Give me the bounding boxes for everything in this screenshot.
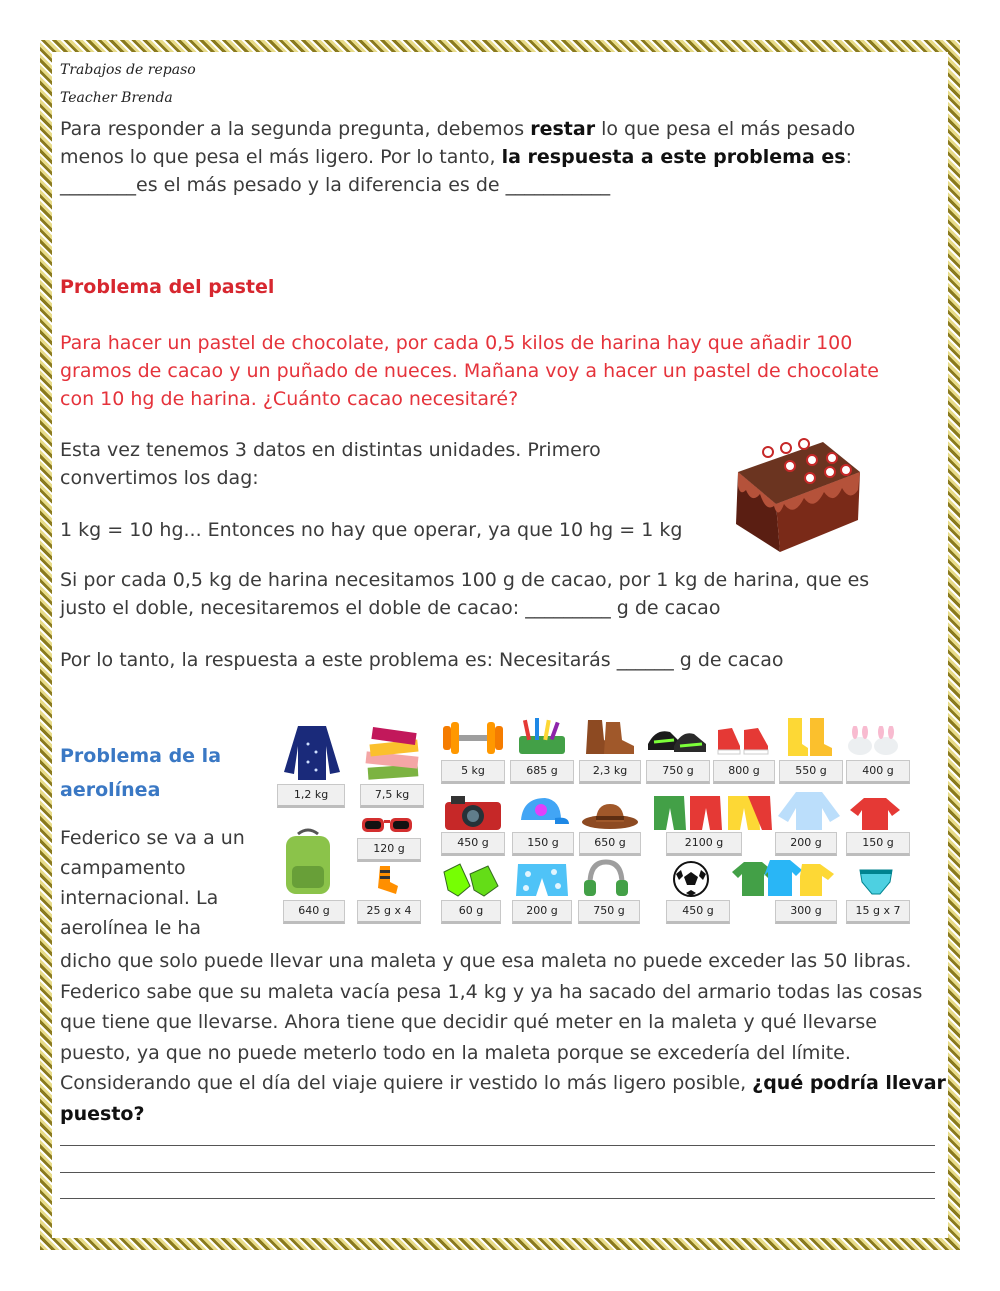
pencil-case-weight-label: 685 g: [510, 760, 574, 784]
airline-body-text: dicho que solo puede llevar una maleta y que esa maleta no puede exceder las 50 libras. Federico sabe que su maleta vacía pesa 1,4 kg y ya ha sacado del armario todas las cosas que tiene que llevarse. Ahora tiene que decidir qué meter en la maleta y qué llevarse puesto, ya que no puede meterlo todo en la maleta porque se excedería del límite. Considerando que el día del viaje quiere ir vestido lo más ligero posible, ¿qué podría llevar puesto?: [60, 950, 946, 1125]
bunny-slippers-weight-label: 400 g: [846, 760, 910, 784]
cake-paragraph-3: Si por cada 0,5 kg de harina necesitamos 100 g de cacao, por 1 kg de harina, que es justo el doble, necesitaremos el doble de cacao: _________ g de cacao: [60, 569, 870, 619]
shirt-icon: [776, 790, 842, 832]
cake-problem-title: Problema del pastel: [60, 276, 275, 298]
cowboy-hat-icon: [580, 800, 640, 830]
header-line-1: Trabajos de repaso: [60, 62, 196, 78]
cake-paragraph-4: Por lo tanto, la respuesta a este problema es: Necesitarás ______ g de cacao: [60, 649, 784, 671]
cowboy-hat-weight-label: 650 g: [579, 832, 641, 856]
soccer-cleats-weight-label: 750 g: [646, 760, 710, 784]
boots-icon: [582, 716, 638, 758]
headphones-weight-label: 750 g: [578, 900, 640, 924]
gloves-icon: [440, 860, 502, 900]
pencil-case-icon: [513, 718, 571, 758]
backpack-icon: [280, 826, 336, 896]
answer-line-3: [60, 1198, 935, 1199]
coat-weight-label: 1,2 kg: [277, 784, 345, 808]
bunny-slippers-icon: [846, 726, 900, 756]
t-shirt-weight-label: 150 g: [846, 832, 910, 856]
dumbbell-icon: [441, 718, 505, 758]
sneakers-weight-label: 800 g: [713, 760, 775, 784]
books-icon: [362, 726, 424, 782]
underwear-weight-label: 15 g x 7: [846, 900, 910, 924]
soccer-ball-weight-label: 450 g: [666, 900, 730, 924]
cake-paragraph-2: 1 kg = 10 hg... Entonces no hay que operar, ya que 10 hg = 1 kg: [60, 519, 683, 541]
soccer-ball-icon: [672, 860, 710, 898]
underwear-icon: [856, 866, 896, 898]
cake-paragraph-1: Esta vez tenemos 3 datos en distintas unidades. Primero convertimos los dag:: [60, 439, 601, 489]
backpack-weight-label: 640 g: [283, 900, 345, 924]
socks-weight-label: 25 g x 4: [357, 900, 421, 924]
coat-icon: [280, 722, 344, 782]
pants-icon: [650, 794, 774, 832]
airline-problem-title: Problema de la aerolínea: [60, 745, 222, 801]
cap-icon: [515, 796, 571, 830]
answer-line-2: [60, 1172, 935, 1173]
camera-icon: [441, 794, 505, 832]
sneakers-icon: [714, 718, 772, 758]
airline-intro-text: Federico se va a un campamento internacional. La aerolínea le ha: [60, 827, 245, 939]
rain-boots-weight-label: 550 g: [779, 760, 843, 784]
cake-problem-question: Para hacer un pastel de chocolate, por cada 0,5 kilos de harina hay que añadir 100 gramos de cacao y un puñado de nueces. Mañana voy a hacer un pastel de chocolate con 10 hg de harina. ¿Cuánto cacao necesitaré?: [60, 332, 879, 410]
cap-weight-label: 150 g: [512, 832, 574, 856]
dumbbell-weight-label: 5 kg: [441, 760, 505, 784]
camera-weight-label: 450 g: [441, 832, 505, 856]
chocolate-cake-icon: [728, 432, 868, 557]
t-shirts-icon: [730, 858, 842, 898]
boots-weight-label: 2,3 kg: [579, 760, 641, 784]
swim-shorts-weight-label: 200 g: [512, 900, 572, 924]
swim-shorts-icon: [514, 862, 570, 898]
socks-icon: [368, 864, 408, 896]
soccer-cleats-icon: [646, 722, 708, 758]
t-shirt-icon: [848, 796, 902, 832]
gloves-weight-label: 60 g: [441, 900, 501, 924]
sunglasses-weight-label: 120 g: [357, 838, 421, 862]
rain-boots-icon: [782, 716, 836, 758]
books-weight-label: 7,5 kg: [360, 784, 424, 808]
answer-line-1: [60, 1145, 935, 1146]
headphones-icon: [582, 858, 630, 898]
sunglasses-icon: [358, 814, 416, 836]
header-line-2: Teacher Brenda: [60, 90, 173, 106]
t-shirts-weight-label: 300 g: [775, 900, 837, 924]
shirt-weight-label: 200 g: [775, 832, 837, 856]
pants-weight-label: 2100 g: [666, 832, 742, 856]
intro-paragraph: Para responder a la segunda pregunta, debemos restar lo que pesa el más pesado menos lo que pesa el más ligero. Por lo tanto, la respuesta a este problema es: ________es el más pesado y la diferencia es de ___________: [60, 118, 856, 196]
